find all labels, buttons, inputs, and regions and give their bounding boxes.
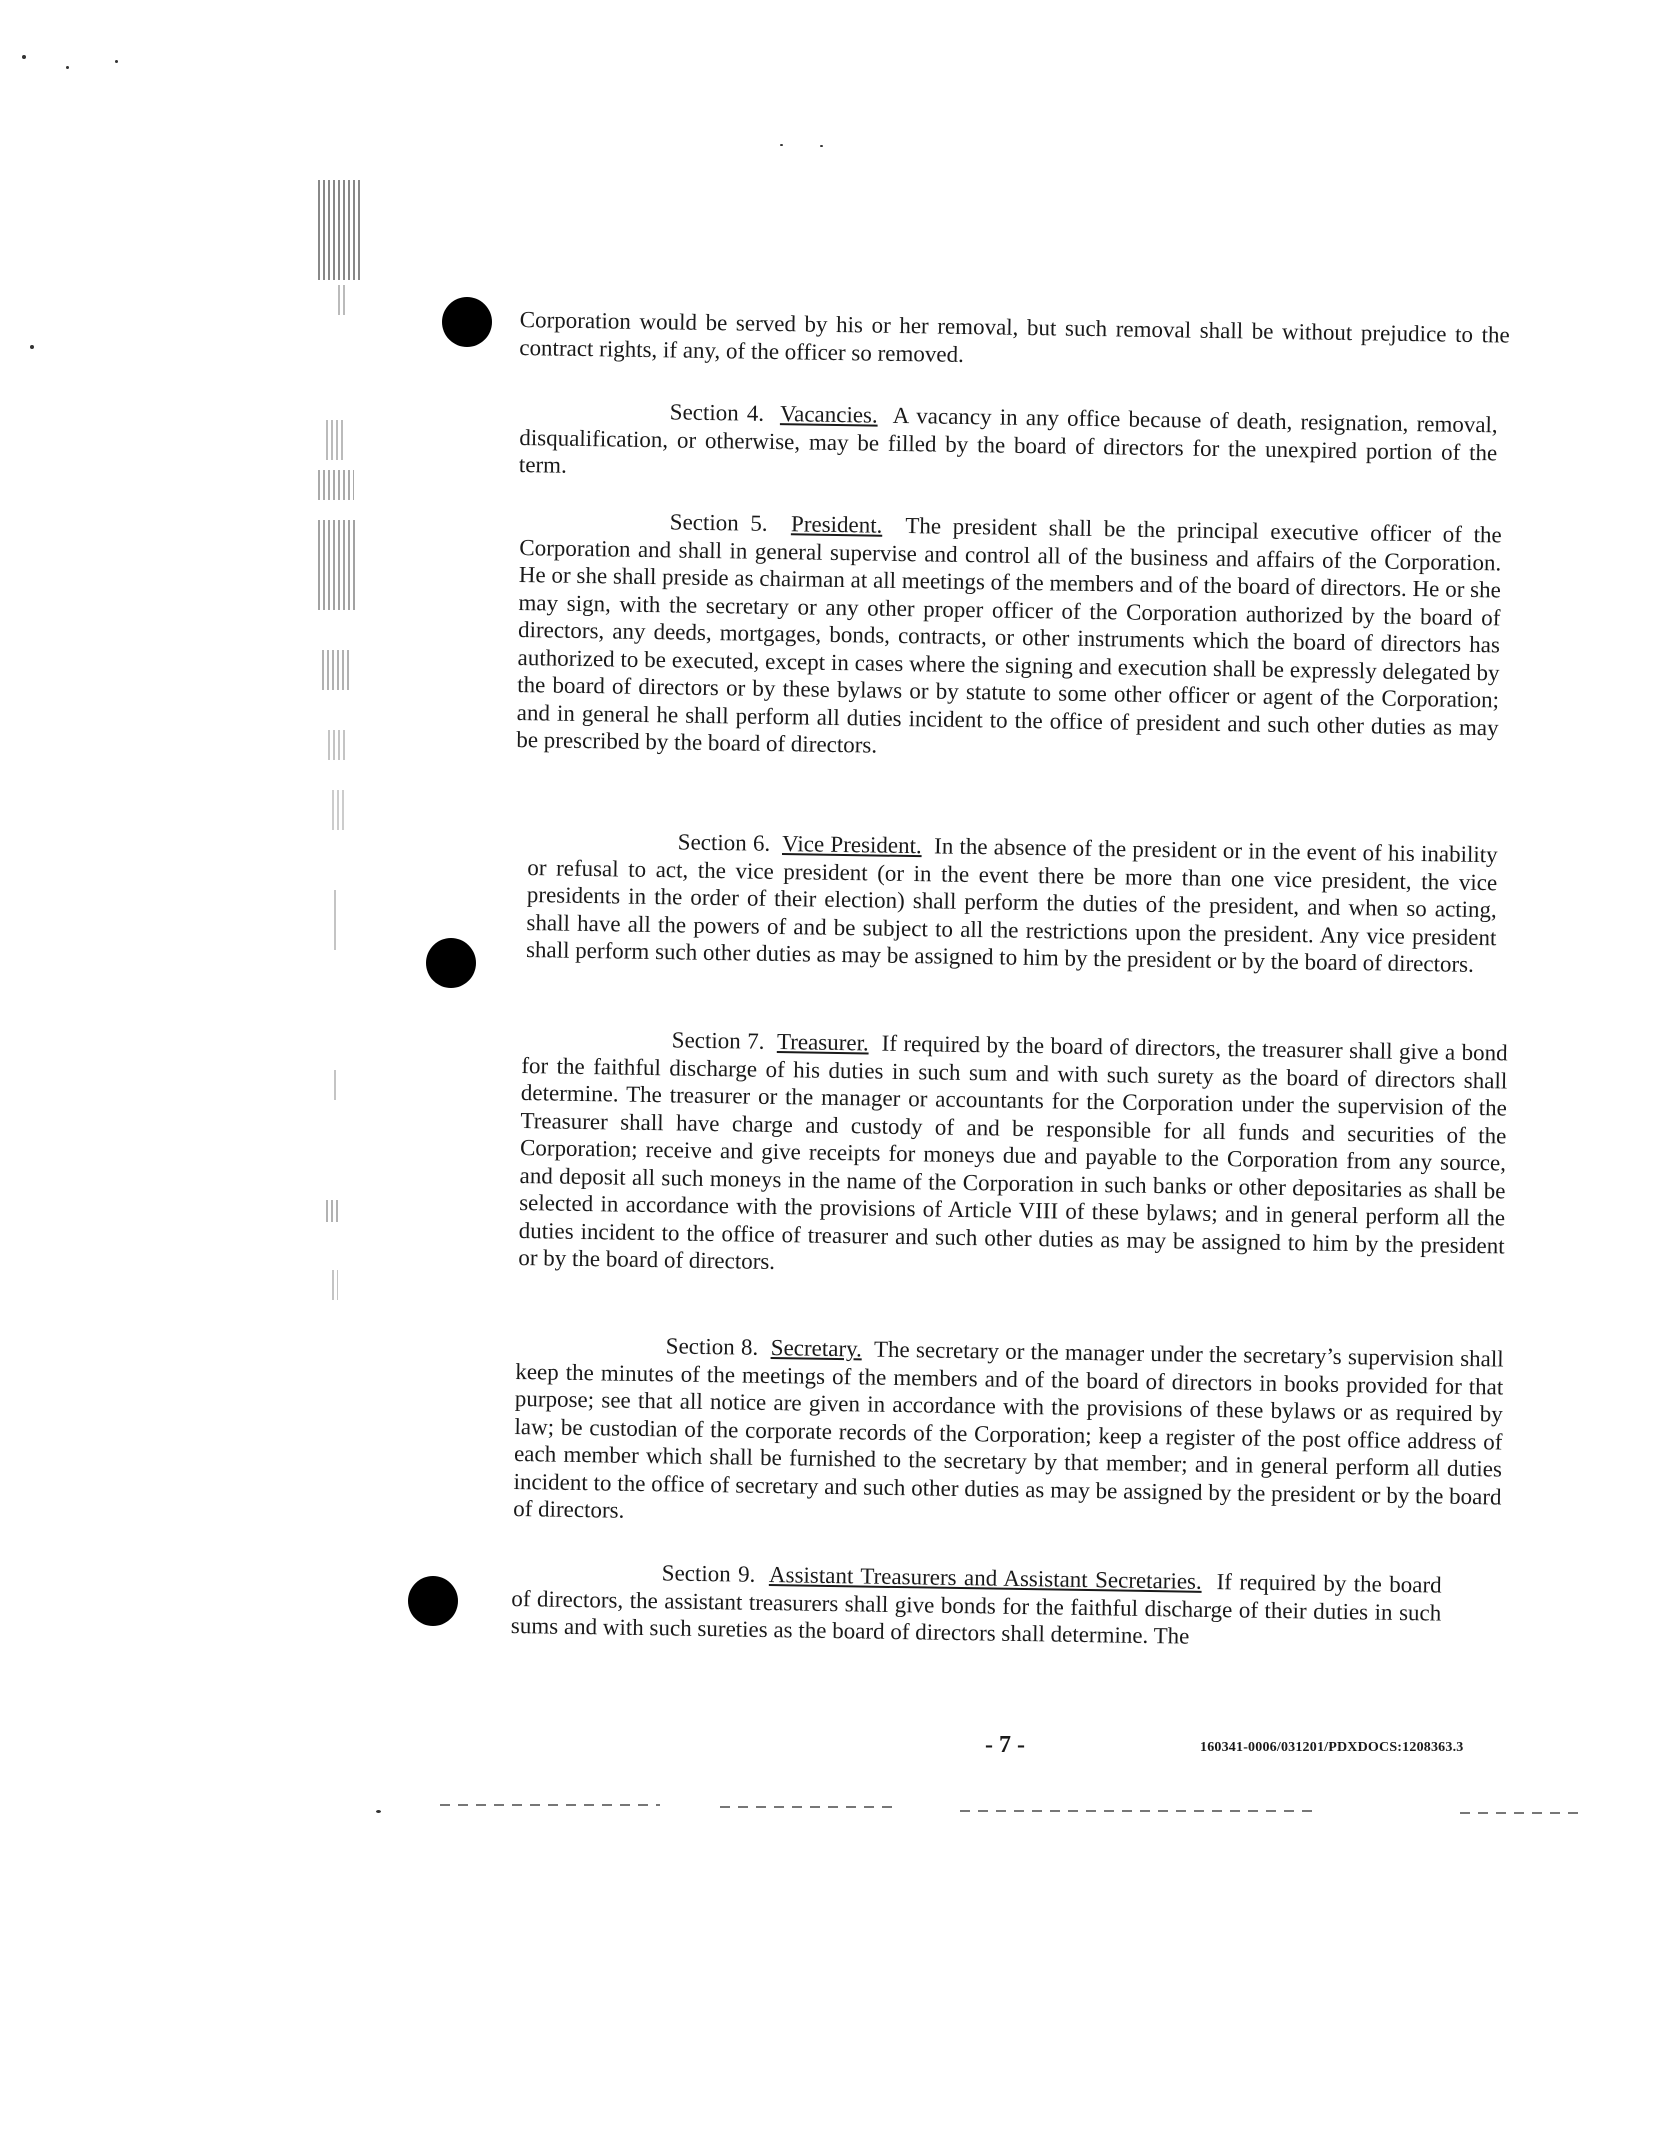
section-label: Section 6. (677, 829, 771, 856)
section-text: In the absence of the president or in the event of his inability or refusal to act, the vice president (or in the event there be more than one vice president, the vice presidents in the order of their election) shall perform the duties of the president, and when so acting, shall have all the powers of and be subject to all the restrictions upon the president. Any vice president shall perform such other duties as may be assigned to him by the president or by the board of directors. (525, 833, 1498, 977)
section-5 (516, 506, 1502, 769)
section-4 (519, 396, 1498, 494)
scan-line (440, 1804, 660, 1806)
section-7 (518, 1024, 1508, 1287)
section-label: Section 9. (661, 1560, 756, 1587)
section-label: Section 5. (669, 509, 768, 536)
scan-speck (780, 144, 783, 146)
punch-hole (426, 938, 476, 988)
scan-speck (66, 66, 69, 69)
continuation-paragraph: Corporation would be served by his or her removal, but such removal shall be without prejudice to the contract rights, if any, of the officer so removed. (519, 306, 1510, 367)
scan-line (960, 1810, 1320, 1812)
section-text: The president shall be the principal executive officer of the Corporation and shall in general supervise and control all of the business and affairs of the Corporation. He or she shall preside as chairman at all meetings of the members and of the board of directors. He or she may sign, with the secretary or any other proper officer of the Corporation authorized by the board of directors, any deeds, mortgages, bonds, contracts, or other instruments which the board of directors has authorized to be executed, except in cases where the signing and execution shall be expressly delegated by the board of directors or by these bylaws or by statute to some other officer or agent of the Corporation; and in general he shall perform all duties incident to the office of president and such other duties as may be prescribed by the board of directors. (516, 513, 1502, 758)
section-heading: President. (790, 511, 883, 538)
section-heading: Vacancies. (779, 401, 878, 428)
punch-hole (408, 1576, 458, 1626)
scan-speck (376, 1810, 381, 1813)
section-heading: Vice President. (781, 830, 922, 859)
section-text: If required by the board of directors, the assistant treasurers shall give bonds for the faithful discharge of their duties in such sums and with such sureties as the board of directors shall determine. The (510, 1569, 1442, 1649)
section-heading: Assistant Treasurers and Assistant Secretaries. (768, 1562, 1202, 1594)
section-9 (511, 1557, 1442, 1654)
scan-line (720, 1806, 900, 1808)
margin-scan-artifacts (318, 170, 366, 1400)
scan-speck (820, 145, 823, 147)
document-id: 160341-0006/031201/PDXDOCS:1208363.3 (1200, 1740, 1464, 1755)
section-text: The secretary or the manager under the secretary’s supervision shall keep the minutes of the meetings of the members and of the board of directors in books provided for that purpose; see that all notice are given in accordance with the provisions of these bylaws or as required by law; be custodian of the corporate records of the Corporation; keep a register of the post office address of each member which shall be furnished to the secretary by that member; and in general perform all duties incident to the office of secretary and such other duties as may be assigned by the president or by the board of directors. (512, 1336, 1504, 1523)
scan-speck (22, 55, 26, 59)
section-label: Section 7. (671, 1027, 765, 1054)
section-label: Section 4. (669, 399, 765, 426)
scan-line (1460, 1812, 1580, 1814)
scan-speck (115, 60, 118, 63)
section-heading: Treasurer. (776, 1029, 869, 1056)
section-6 (526, 826, 1498, 979)
body-text (519, 306, 1510, 377)
punch-hole (442, 297, 492, 347)
section-text: If required by the board of directors, the treasurer shall give a bond for the faithful discharge of his duties in such sum and with such surety as the board of directors shall determine. The treasurer or the manager or accountants for the Corporation under the supervision of the Treasurer shall have charge and custody of and be responsible for all funds and securities of the Corporation; receive and give receipts for moneys due and payable to the Corporation from any source, and deposit all such moneys in the name of the Corporation in such banks or other depositaries as shall be selected in accordance with the provisions of Article VIII of these bylaws; and in general perform all the duties incident to the office of treasurer and such other duties as may be assigned to him by the president or by the board of directors. (518, 1030, 1508, 1275)
section-text: A vacancy in any office because of death, resignation, removal, disqualification, or otherwise, may be filled by the board of directors for the unexpired portion of the term. (518, 402, 1498, 478)
section-label: Section 8. (665, 1333, 759, 1360)
scan-speck (30, 345, 34, 349)
section-heading: Secretary. (770, 1335, 863, 1362)
page-number: - 7 - (985, 1732, 1025, 1758)
section-8 (513, 1330, 1504, 1538)
